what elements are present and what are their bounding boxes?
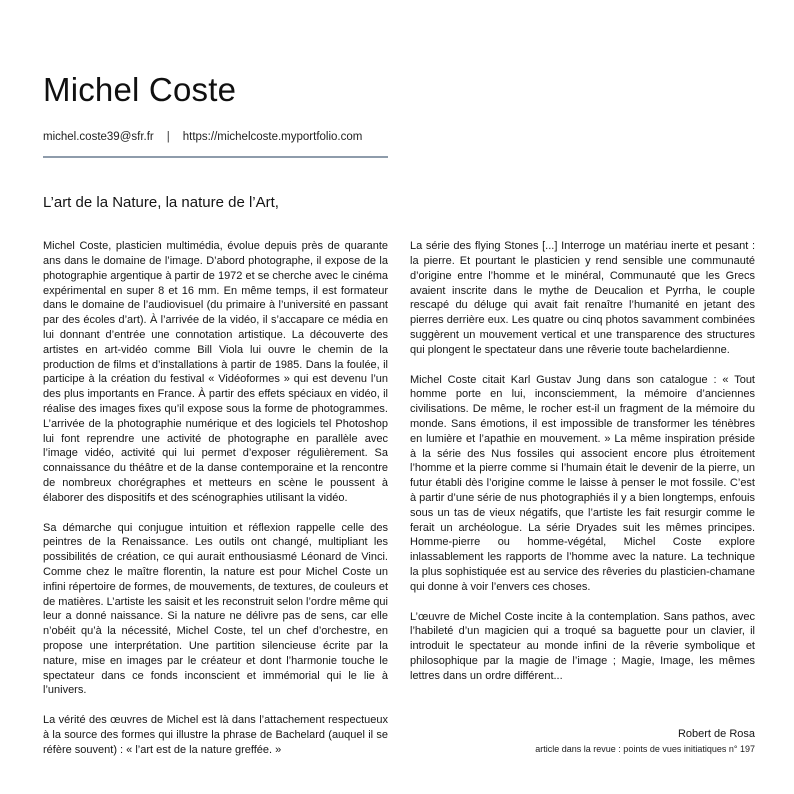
paragraph: La série des flying Stones [...] Interroge un matériau inerte et pesant : la pierre. Et pourtant le plasticien y rend sensible une communauté d’origine entre l’homme et le minéral, Communauté que les Grecs avaient inscrite dans le mythe de Deucalion et Pyrrha, le couple rescapé du déluge qui avait fait renaître l’humanité en jetant des pierres derrière eux. Les quatre ou cinq photos savamment combinées suggèrent un mouvement vertical et une transparence des structures qui plongent le spectateur dans une rêverie toute bachelardienne. [410,240,755,356]
signature-block [410,728,755,755]
paragraph: Michel Coste, plasticien multimédia, évolue depuis près de quarante ans dans le domaine de l’image. D’abord photographe, il expose de la photographie argentique à partir de 1972 et se cherche avec le cinéma expérimental en super 8 et 16 mm. En même temps, il est formateur dans le domaine de l’audiovisuel (du primaire à l’université en passant par des écoles d’art). À l’arrivée de la vidéo, il s’accapare ce média en lui donnant d’entrée une connotation artistique. La découverte des artistes en art-vidéo comme Bill Viola lui ouvre le chemin de la production de films et d’installations à partir de 1985. Dans la foulée, il participe à la création du festival « Vidéoformes » qui est devenu l’un des plus importants en France. À partir des effets spéciaux en vidéo, il réalise des images fixes qu’il expose sous la forme de photogrammes. L’arrivée de la photographie numérique et des logiciels tel Photoshop lui font reprendre une activité de photographe en parallèle avec l’image vidéo, activité qui lui permet d’exposer régulièrement. Sa connaissance du théâtre et de la danse contemporaine et la rencontre de nombreux chorégraphes et metteurs en scène le poussent à élaborer des dispositifs et des scénographies utilisant la vidéo. [43,240,388,504]
right-column [410,239,755,772]
paragraph: Michel Coste citait Karl Gustav Jung dans son catalogue : « Tout homme porte en lui, inconsciemment, la mémoire d’anciennes civilisations. De même, le rocher est-il un fragment de la mémoire du monde. Sans émotions, il est impossible de transformer les ténèbres en lumière et l’apathie en mouvement. » La même inspiration préside à la série des Nus fossiles qui associent encore plus étroitement l’homme et la pierre comme si l’humain était le devenir de la pierre, un futur établi dès l’origine comme le laisse à penser le mot fossile. C’est à partir d’une série de nus photographiés il y a bien longtemps, enfouis sous un tas de vieux négatifs, que l’artiste les fait resurgir comme le ferait un archéologue. La série Dryades suit les mêmes principes. Homme-pierre ou homme-végétal, Michel Coste explore inlassablement les rapports de l’homme avec la nature. La technique la plus sophistiquée est au service des rêveries du plasticien-chamane qui donne à voir l’envers ces choses. [410,373,755,593]
contact-separator: | [166,131,170,144]
page-title: Michel Coste [43,71,237,109]
paragraph: La vérité des œuvres de Michel est là dans l’attachement respectueux à la source des formes qui illustre la phrase de Bachelard (auquel il se réfère souvent) : « l’art est de la nature greffée. » [43,714,388,756]
paragraph: L’œuvre de Michel Coste incite à la contemplation. Sans pathos, avec l’habileté d’un magicien qui a troqué sa baguette pour un clavier, il introduit le spectateur au monde infini de la rêverie symbolique et philosophique par la magie de l’image ; Magie, Image, les mêmes lettres dans un ordre différent... [410,610,755,682]
signature-author: Robert de Rosa [677,727,755,740]
signature-source: article dans la revue : points de vues initiatiques n° 197 [535,743,755,754]
header-rule [43,156,388,158]
article-body [43,239,755,772]
page-header [43,72,755,158]
contact-line [43,130,755,144]
contact-website[interactable]: https://michelcoste.myportfolio.com [182,131,363,144]
page-subtitle: L’art de la Nature, la nature de l’Art, [43,194,279,212]
left-column [43,239,388,772]
contact-email[interactable]: michel.coste39@sfr.fr [43,131,154,144]
paragraph: Sa démarche qui conjugue intuition et réflexion rappelle celle des peintres de la Renaissance. Les outils ont changé, multipliant les possibilités de création, ce qui aurait enthousiasmé Léonard de Vinci. Comme chez le maître florentin, la nature est pour Michel Coste un infini répertoire de formes, de mouvements, de textures, de couleurs et de matières. L’artiste les saisit et les reconstruit selon l’ordre même qui leur a donné naissance. Si la nature ne délivre pas de sens, car elle n’obéit qu’à la nécessité, Michel Coste, tel un chef d’orchestre, en propose une interprétation. Une partition silencieuse écrite par la nature, mise en images par le créateur et dont l’harmonie touche le spectateur dans ce fonds inconscient et immémorial qui le lie à l’univers. [43,521,388,697]
